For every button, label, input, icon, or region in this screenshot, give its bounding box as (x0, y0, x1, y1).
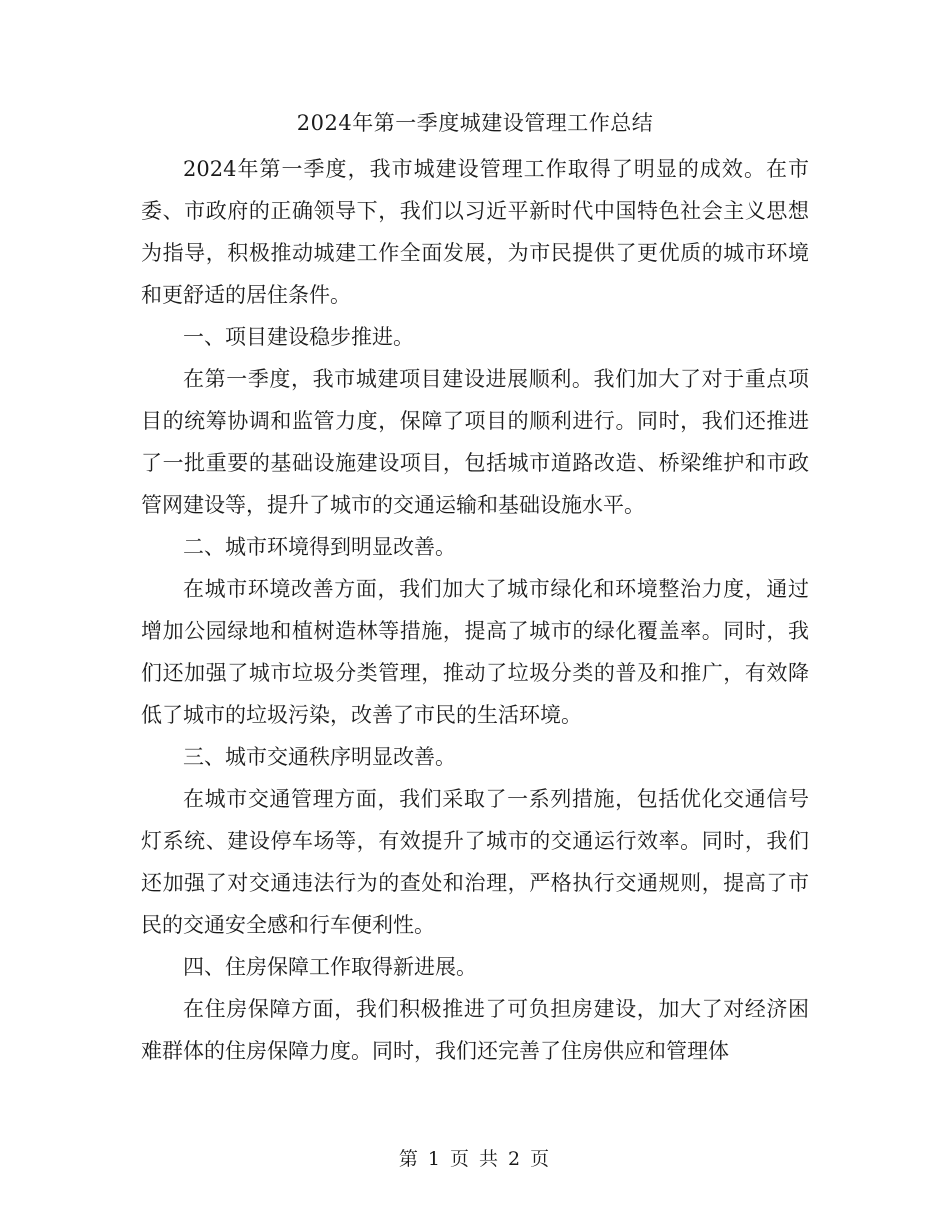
section-paragraph-4: 在住房保障方面，我们积极推进了可负担房建设，加大了对经济困难群体的住房保障力度。同时，我们还完善了住房供应和管理体 (141, 997, 809, 1063)
section-paragraph-2: 在城市环境改善方面，我们加大了城市绿化和环境整治力度，通过增加公园绿地和植树造林等措施，提高了城市的绿化覆盖率。同时，我们还加强了城市垃圾分类管理，推动了垃圾分类的普及和推广，有效降低了城市的垃圾污染，改善了市民的生活环境。 (141, 577, 809, 727)
section-paragraph-3: 在城市交通管理方面，我们采取了一系列措施，包括优化交通信号灯系统、建设停车场等，有效提升了城市的交通运行效率。同时，我们还加强了对交通违法行为的查处和治理，严格执行交通规则，提高了市民的交通安全感和行车便利性。 (141, 787, 809, 937)
section-heading-1: 一、项目建设稳步推进。 (183, 325, 414, 349)
document-body (141, 148, 809, 1072)
section-paragraph-1: 在第一季度，我市城建项目建设进展顺利。我们加大了对于重点项目的统筹协调和监管力度，保障了项目的顺利进行。同时，我们还推进了一批重要的基础设施建设项目，包括城市道路改造、桥梁维护和市政管网建设等，提升了城市的交通运输和基础设施水平。 (141, 367, 809, 517)
document-title: 2024年第一季度城建设管理工作总结 (296, 111, 654, 135)
section-heading-4: 四、住房保障工作取得新进展。 (183, 955, 477, 979)
section-heading-2: 二、城市环境得到明显改善。 (183, 535, 456, 559)
intro-paragraph: 2024年第一季度，我市城建设管理工作取得了明显的成效。在市委、市政府的正确领导下，我们以习近平新时代中国特色社会主义思想为指导，积极推动城建工作全面发展，为市民提供了更优质的城市环境和更舒适的居住条件。 (141, 157, 809, 307)
section-heading-3: 三、城市交通秩序明显改善。 (183, 745, 456, 769)
page-number-footer: 第 1 页 共 2 页 (398, 1148, 552, 1170)
